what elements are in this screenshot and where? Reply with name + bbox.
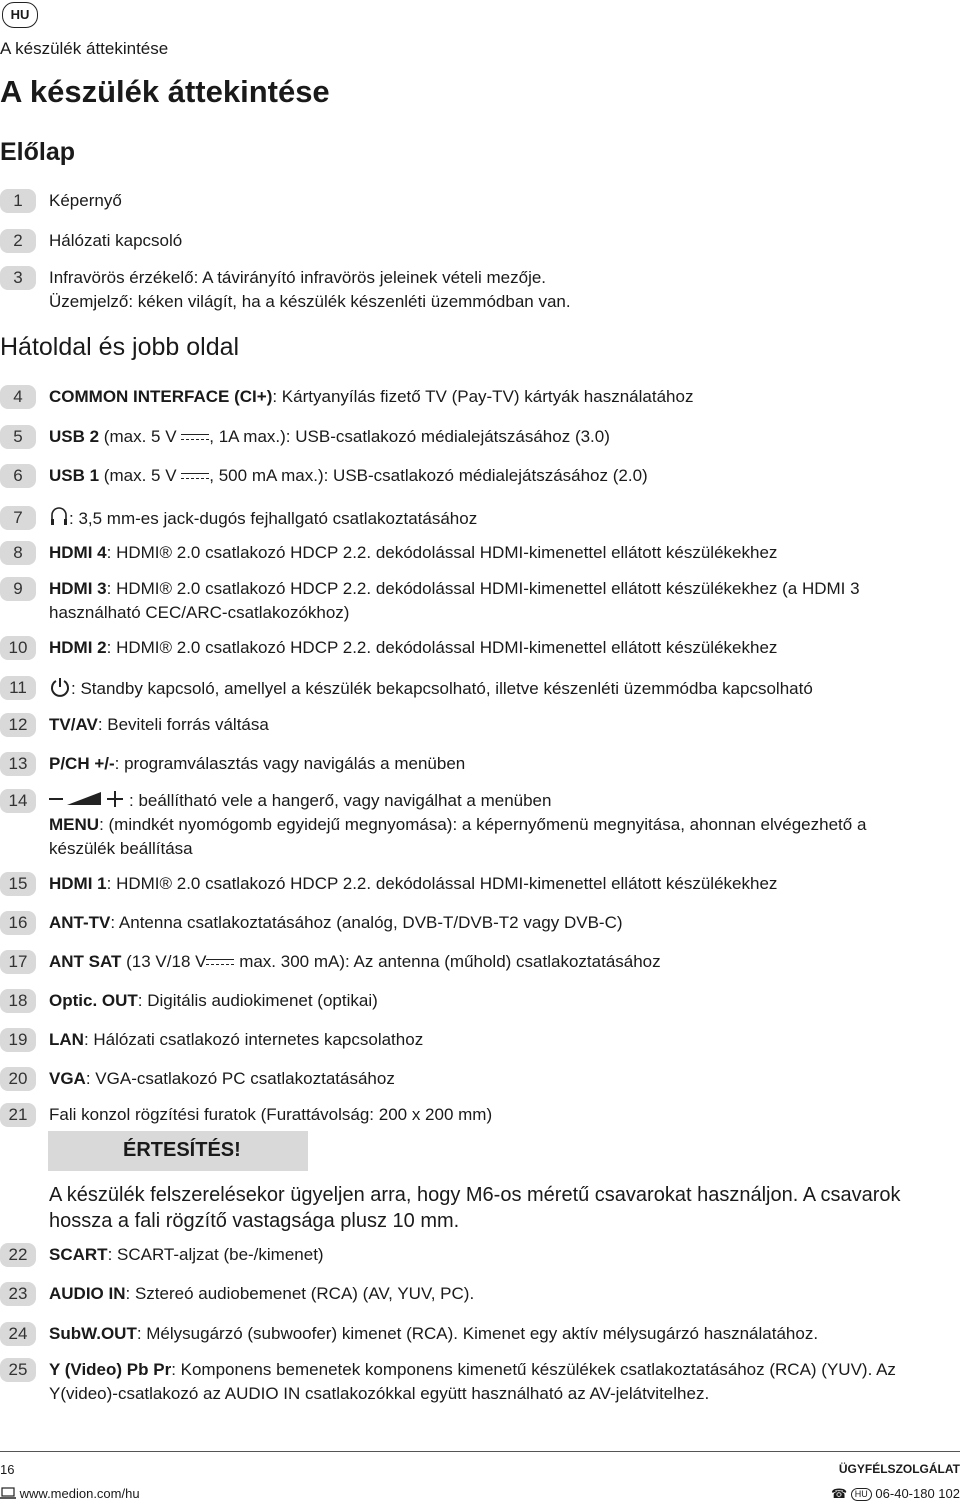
item-label: AUDIO IN: [49, 1284, 126, 1303]
item-number: 24: [0, 1322, 36, 1346]
item-number: 19: [0, 1028, 36, 1052]
page-number: 16: [0, 1462, 15, 1477]
item-label: HDMI 3: [49, 579, 107, 598]
notice-label: ÉRTESÍTÉS!: [123, 1139, 241, 1161]
item-label-menu: MENU: [49, 815, 100, 834]
section-title-back: Hátoldal és jobb oldal: [0, 333, 240, 361]
item-label: COMMON INTERFACE (CI+): [49, 387, 273, 406]
item-text: (max. 5 V: [99, 427, 177, 446]
item-label: Optic. OUT: [49, 991, 138, 1010]
item-label: HDMI 2: [49, 638, 107, 657]
language-badge: HU: [2, 2, 38, 28]
phone-country-badge: HU: [851, 1488, 872, 1501]
item-text: : HDMI® 2.0 csatlakozó HDCP 2.2. dekódolással HDMI-kimenettel ellátott készülékekhez: [106, 638, 778, 657]
item-label: LAN: [49, 1030, 84, 1049]
item-number: 14: [0, 789, 36, 813]
item-number: 13: [0, 752, 36, 776]
item-number: 10: [0, 636, 36, 660]
item-text: : VGA-csatlakozó PC csatlakoztatásához: [85, 1069, 395, 1088]
running-head: A készülék áttekintése: [0, 39, 169, 58]
item-text: Infravörös érzékelő: A távirányító infravörös jeleinek vételi mezője.: [49, 268, 547, 287]
item-number: 17: [0, 950, 36, 974]
item-text: : Sztereó audiobemenet (RCA) (AV, YUV, PC).: [125, 1284, 475, 1303]
item-number: 18: [0, 989, 36, 1013]
item-text-block: [49, 1282, 926, 1306]
item-number: 5: [0, 425, 36, 449]
item-number: 1: [0, 189, 36, 213]
item-text-line2: Üzemjelző: kéken világít, ha a készülék készenléti üzemmódban van.: [49, 292, 571, 311]
item-text: : HDMI® 2.0 csatlakozó HDCP 2.2. dekódolással HDMI-kimenettel ellátott készülékekhez: [106, 543, 778, 562]
item-number: 3: [0, 266, 36, 290]
item-text: Fali konzol rögzítési furatok (Furattávolság: 200 x 200 mm): [49, 1105, 493, 1124]
section-title-front: Előlap: [0, 138, 76, 166]
item-text-block: [49, 464, 926, 488]
item-number: 8: [0, 541, 36, 565]
item-text-cont: , 1A max.): USB-csatlakozó médialejátszásához (3.0): [209, 427, 610, 446]
laptop-icon: [0, 1487, 16, 1499]
item-text: : 3,5 mm-es jack-dugós fejhallgató csatlakoztatásához: [69, 509, 478, 528]
item-text: : Komponens bemenetek komponens kimenetű készülékek csatlakoztatásához (RCA) (YUV). Az Y(video)-csatlakozó az AUDIO IN csatlakozókkal együtt használható az AV-jelátvitelhez.: [49, 1360, 896, 1403]
item-text-block: [49, 1028, 926, 1052]
item-label: Y (Video) Pb Pr: [49, 1360, 172, 1379]
item-text-block: [49, 1358, 926, 1406]
item-text-block: [49, 425, 926, 449]
item-text: : SCART-aljzat (be-/kimenet): [107, 1245, 324, 1264]
item-text-block: [49, 789, 926, 861]
item-number: 22: [0, 1243, 36, 1267]
item-number: 4: [0, 385, 36, 409]
footer-rule: [0, 1451, 960, 1452]
item-number: 11: [0, 676, 36, 700]
item-label: TV/AV: [49, 715, 98, 734]
item-number: 15: [0, 872, 36, 896]
item-number: 2: [0, 229, 36, 253]
support-label: ÜGYFÉLSZOLGÁLAT: [838, 1462, 960, 1476]
item-text: : HDMI® 2.0 csatlakozó HDCP 2.2. dekódolással HDMI-kimenettel ellátott készülékekhez: [106, 874, 778, 893]
item-text-block: [49, 676, 926, 701]
item-label: USB 1: [49, 466, 100, 485]
page-title: A készülék áttekintése: [0, 74, 330, 109]
item-text-block: [49, 713, 926, 737]
item-text-block: [49, 385, 926, 409]
item-label: SCART: [49, 1245, 108, 1264]
item-number: 20: [0, 1067, 36, 1091]
item-text-block: [49, 872, 926, 896]
item-text-block: [49, 506, 926, 531]
item-text: (max. 5 V: [99, 466, 177, 485]
notice-box: [48, 1131, 308, 1171]
item-text: : Mélysugárzó (subwoofer) kimenet (RCA). Kimenet egy aktív mélysugárzó használatához.: [136, 1324, 819, 1343]
item-text: Képernyő: [49, 191, 122, 210]
item-text-block: [49, 1243, 926, 1267]
item-text-block: [49, 989, 926, 1013]
item-label: HDMI 1: [49, 874, 107, 893]
phone-icon: ☎: [830, 1486, 848, 1501]
item-text: (13 V/18 V: [121, 952, 207, 971]
item-number: 25: [0, 1358, 36, 1382]
volume-control-icon: [49, 790, 129, 808]
item-number: 21: [0, 1103, 36, 1127]
item-text: : Beviteli forrás váltása: [97, 715, 269, 734]
dc-symbol-icon: [181, 433, 209, 443]
item-text-block: [49, 541, 926, 565]
dc-symbol-icon: [206, 958, 234, 968]
item-text-block: [49, 636, 926, 660]
item-text-block: [49, 950, 926, 974]
item-label: SubW.OUT: [49, 1324, 137, 1343]
item-text: : Antenna csatlakoztatásához (analóg, DVB-T/DVB-T2 vagy DVB-C): [110, 913, 623, 932]
dc-symbol-icon: [181, 472, 209, 482]
item-text-block: [49, 577, 926, 625]
item-number: 7: [0, 506, 36, 530]
item-text-block: [49, 752, 926, 776]
website-text: www.medion.com/hu: [19, 1486, 140, 1501]
support-phone: [831, 1486, 960, 1502]
item-number: 6: [0, 464, 36, 488]
item-text-cont: , 500 mA max.): USB-csatlakozó médialejátszásához (2.0): [209, 466, 648, 485]
item-label: HDMI 4: [49, 543, 107, 562]
notice-text: A készülék felszerelésekor ügyeljen arra, hogy M6-os méretű csavarokat használjon. A csavarok hossza a fali rögzítő vastagsága plusz 10 mm.: [49, 1184, 901, 1232]
item-text: : HDMI® 2.0 csatlakozó HDCP 2.2. dekódolással HDMI-kimenettel ellátott készülékekhez (a HDMI 3 használható CEC/ARC-csatlakozókhoz): [49, 579, 860, 622]
item-text: : programválasztás vagy navigálás a menüben: [114, 754, 466, 773]
item-label: ANT-TV: [49, 913, 111, 932]
item-number: 12: [0, 713, 36, 737]
website-link[interactable]: [0, 1486, 140, 1501]
item-text: : Kártyanyílás fizető TV (Pay-TV) kártyák használatához: [272, 387, 694, 406]
item-text-cont: max. 300 mA): Az antenna (műhold) csatlakoztatásához: [234, 952, 661, 971]
item-text: Hálózati kapcsoló: [49, 231, 183, 250]
item-text: : beállítható vele a hangerő, vagy navigálhat a menüben: [129, 791, 552, 810]
item-label: USB 2: [49, 427, 100, 446]
item-text-block: [49, 1067, 926, 1091]
phone-number: 06-40-180 102: [875, 1486, 960, 1501]
headphones-icon: [49, 506, 69, 528]
item-text-block: [49, 1322, 926, 1346]
item-label: ANT SAT: [49, 952, 122, 971]
item-number: 23: [0, 1282, 36, 1306]
power-icon: [49, 676, 71, 698]
item-text: : Digitális audiokimenet (optikai): [137, 991, 378, 1010]
item-label: P/CH +/-: [49, 754, 115, 773]
item-text-block: [49, 266, 926, 314]
item-text-menu: : (mindkét nyomógomb egyidejű megnyomása): a képernyőmenü megnyitása, ahonnan elvégezhető a készülék beállítása: [49, 815, 867, 858]
item-text-block: [49, 911, 926, 935]
item-number: 16: [0, 911, 36, 935]
item-number: 9: [0, 577, 36, 601]
item-text: : Hálózati csatlakozó internetes kapcsolathoz: [83, 1030, 424, 1049]
item-text: : Standby kapcsoló, amellyel a készülék bekapcsolható, illetve készenléti üzemmódba kapcsolható: [71, 679, 813, 698]
item-label: VGA: [49, 1069, 86, 1088]
